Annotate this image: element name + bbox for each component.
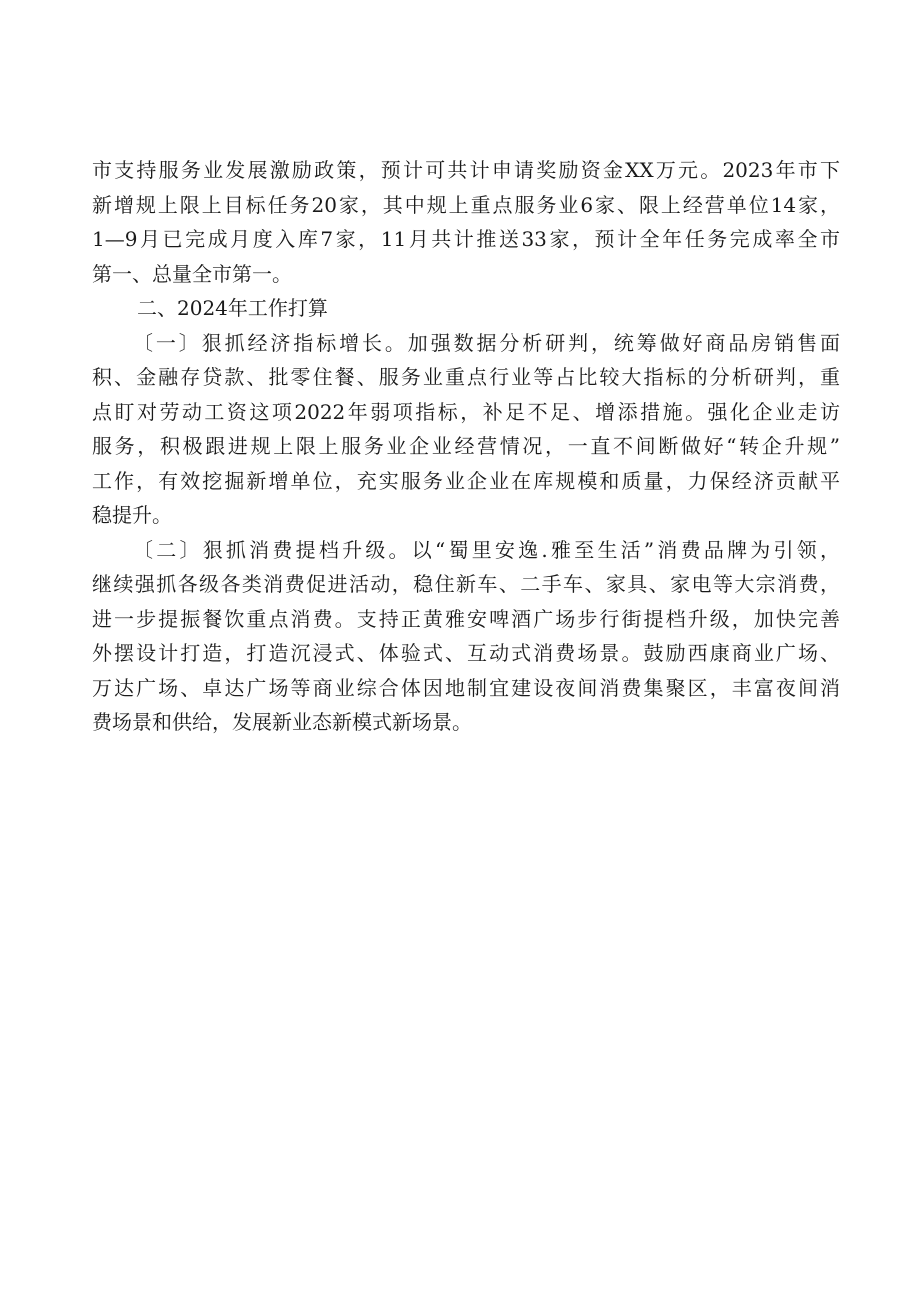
section-heading-2: 二、2024年工作打算 — [137, 296, 328, 320]
paragraph-3-line-1: 〔二〕狠抓消费提档升级。以“蜀里安逸.雅至生活”消费品牌为引领， — [133, 537, 840, 562]
paragraph-1-line-1: 市支持服务业发展激励政策，预计可共计申请奖励资金XX万元。2023年市下 — [92, 158, 840, 182]
paragraph-2-line-2: 积、金融存贷款、批零住餐、服务业重点行业等占比较大指标的分析研判，重 — [92, 365, 840, 389]
paragraph-2-line-3: 点盯对劳动工资这项2022年弱项指标，补足不足、增添措施。强化企业走访 — [92, 399, 840, 424]
paragraph-1-line-4: 第一、总量全市第一。 — [92, 261, 292, 286]
paragraph-2-line-1: 〔一〕狠抓经济指标增长。加强数据分析研判，统筹做好商品房销售面 — [133, 330, 840, 355]
paragraph-1-line-3: 1—9月已完成月度入库7家，11月共计推送33家，预计全年任务完成率全市 — [92, 227, 840, 251]
paragraph-2-line-6: 稳提升。 — [92, 503, 172, 527]
paragraph-2-line-5: 工作，有效挖掘新增单位，充实服务业企业在库规模和质量，力保经济贡献平 — [92, 468, 840, 493]
paragraph-3-line-5: 万达广场、卓达广场等商业综合体因地制宜建设夜间消费集聚区，丰富夜间消 — [92, 675, 840, 700]
paragraph-3-line-3: 进一步提振餐饮重点消费。支持正黄雅安啤酒广场步行街提档升级，加快完善 — [92, 606, 840, 631]
paragraph-3-line-2: 继续强抓各级各类消费促进活动，稳住新车、二手车、家具、家电等大宗消费， — [92, 572, 840, 596]
paragraph-3-line-4: 外摆设计打造，打造沉浸式、体验式、互动式消费场景。鼓励西康商业广场、 — [92, 641, 840, 665]
paragraph-3-line-6: 费场景和供给，发展新业态新模式新场景。 — [92, 710, 472, 734]
paragraph-1-line-2: 新增规上限上目标任务20家，其中规上重点服务业6家、限上经营单位14家， — [92, 192, 840, 217]
paragraph-2-line-4: 服务，积极跟进规上限上服务业企业经营情况，一直不间断做好“转企升规” — [92, 434, 840, 458]
document-body — [92, 153, 840, 740]
